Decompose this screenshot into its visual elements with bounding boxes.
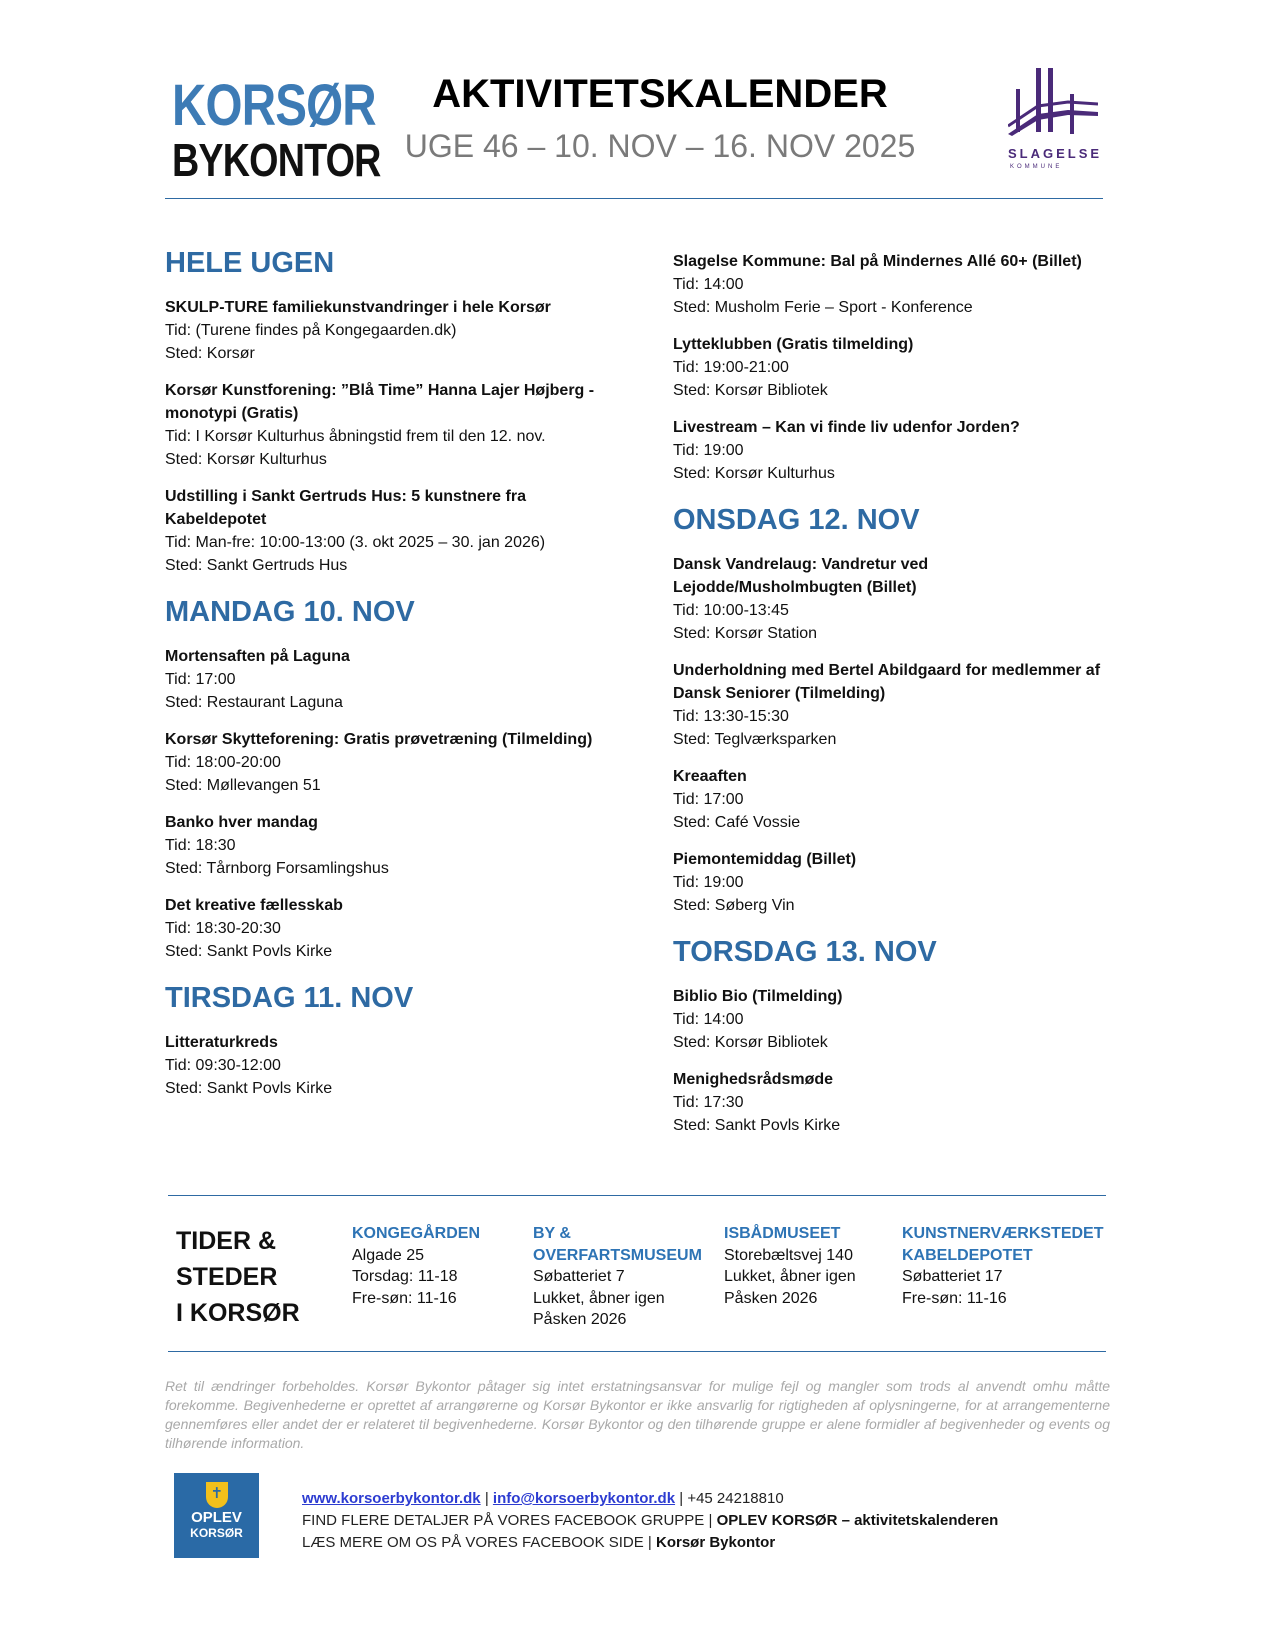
contact-block xyxy=(302,1488,998,1554)
event-item xyxy=(165,645,605,714)
event-time: Tid: 19:00 xyxy=(673,442,744,459)
event-item xyxy=(165,1031,605,1100)
footer-title-line: STEDER xyxy=(176,1263,278,1291)
event-name: Underholdning med Bertel Abildgaard for medlemmer af Dansk Seniorer (Tilmelding) xyxy=(673,662,1101,702)
section-tirsdag xyxy=(165,979,605,1100)
event-time: Tid: 17:00 xyxy=(673,791,744,808)
venue-isbaadmuseet xyxy=(724,1223,856,1309)
event-item xyxy=(165,296,605,365)
event-time: Tid: 14:00 xyxy=(673,1011,744,1028)
event-place: Sted: Sankt Povls Kirke xyxy=(165,943,333,960)
oplev-logo-line-2: KORSØR xyxy=(190,1526,243,1540)
venue-line: Lukket, åbner igen xyxy=(724,1268,856,1285)
event-name: Det kreative fællesskab xyxy=(165,897,343,914)
event-place: Sted: Sankt Povls Kirke xyxy=(673,1117,841,1134)
website-link[interactable]: www.korsoerbykontor.dk xyxy=(302,1490,481,1507)
event-time: Tid: 19:00 xyxy=(673,874,744,891)
venue-line: Algade 25 xyxy=(352,1246,425,1264)
event-name: Banko hver mandag xyxy=(165,814,318,831)
logo-line-1: KORSØR xyxy=(172,73,376,138)
event-name: Menighedsrådsmøde xyxy=(673,1071,834,1088)
event-time: Tid: 19:00-21:00 xyxy=(673,359,789,376)
footer-title-line: I KORSØR xyxy=(176,1299,300,1327)
event-item xyxy=(673,985,1113,1054)
event-time: Tid: (Turene findes på Kongegaarden.dk) xyxy=(165,322,457,339)
venue-line: Søbatteriet 7 xyxy=(533,1268,625,1285)
section-title: TORSDAG 13. NOV xyxy=(673,936,937,968)
separator: | xyxy=(484,1490,493,1507)
section-hele-ugen xyxy=(165,244,605,577)
venue-line: Lukket, åbner igen xyxy=(533,1289,665,1307)
event-item xyxy=(673,848,1113,917)
venue-name: KUNSTNERVÆRKSTEDET xyxy=(902,1225,1104,1242)
separator: | xyxy=(679,1490,688,1507)
event-name: Biblio Bio (Tilmelding) xyxy=(673,988,843,1005)
event-place: Sted: Café Vossie xyxy=(673,814,801,831)
event-name: Piemontemiddag (Billet) xyxy=(673,851,857,868)
event-name: Mortensaften på Laguna xyxy=(165,648,350,665)
contact-line-1 xyxy=(302,1488,998,1510)
event-name: Udstilling i Sankt Gertruds Hus: 5 kunstnere fra Kabeldepotet xyxy=(165,488,526,528)
section-title: HELE UGEN xyxy=(165,247,335,279)
facebook-group-name: OPLEV KORSØR – aktivitetskalenderen xyxy=(716,1512,999,1529)
email-link[interactable]: info@korsoerbykontor.dk xyxy=(492,1490,676,1507)
event-name: SKULP-TURE familiekunstvandringer i hele Korsør xyxy=(165,299,551,316)
contact-line-2 xyxy=(302,1510,998,1532)
event-name: Lytteklubben (Gratis tilmelding) xyxy=(673,336,914,353)
event-place: Sted: Korsør Kulturhus xyxy=(673,465,835,482)
venue-kunstnervaerkstedet xyxy=(902,1223,1104,1309)
page-title: AKTIVITETSKALENDER xyxy=(432,72,888,116)
event-time: Tid: 18:30-20:30 xyxy=(165,920,281,937)
venue-name: OVERFARTSMUSEUM xyxy=(533,1246,702,1264)
event-item xyxy=(165,379,605,471)
separator: | xyxy=(647,1534,656,1551)
event-item xyxy=(673,333,1113,402)
event-time: Tid: 10:00-13:45 xyxy=(673,602,789,619)
facebook-group-text: FIND FLERE DETALJER PÅ VORES FACEBOOK GRUPPE xyxy=(302,1512,705,1529)
section-title: TIRSDAG 11. NOV xyxy=(165,982,414,1014)
shield-icon xyxy=(206,1482,228,1508)
slagelse-logo-text: SLAGELSE xyxy=(1008,146,1103,161)
venue-line: Storebæltsvej 140 xyxy=(724,1246,853,1264)
section-title: ONSDAG 12. NOV xyxy=(673,504,920,536)
event-name: Livestream – Kan vi finde liv udenfor Jorden? xyxy=(673,419,1020,436)
venue-name: KONGEGÅRDEN xyxy=(352,1225,481,1242)
section-title: MANDAG 10. NOV xyxy=(165,596,415,628)
event-name: Dansk Vandrelaug: Vandretur ved Lejodde/Musholmbugten (Billet) xyxy=(673,556,929,596)
section-onsdag xyxy=(673,501,1113,917)
venue-kongegaarden xyxy=(352,1223,480,1309)
logo-line-2: BYKONTOR xyxy=(172,134,381,186)
event-place: Sted: Korsør xyxy=(165,345,255,362)
oplev-logo-line-1: OPLEV xyxy=(191,1509,242,1526)
event-time: Tid: 14:00 xyxy=(673,276,744,293)
event-time: Tid: 18:30 xyxy=(165,837,236,854)
venue-line: Fre-søn: 11-16 xyxy=(352,1289,457,1307)
venue-by-overfartsmuseum xyxy=(533,1223,702,1331)
event-time: Tid: Man-fre: 10:00-13:00 (3. okt 2025 – 30. jan 2026) xyxy=(165,534,546,551)
event-item xyxy=(673,416,1113,485)
contact-line-3 xyxy=(302,1532,998,1554)
footer-top-divider xyxy=(168,1195,1106,1196)
venue-name: KABELDEPOTET xyxy=(902,1246,1033,1264)
venue-line: Søbatteriet 17 xyxy=(902,1268,1003,1285)
event-item xyxy=(165,485,605,577)
event-place: Sted: Restaurant Laguna xyxy=(165,694,343,711)
event-place: Sted: Korsør Kulturhus xyxy=(165,451,327,468)
section-tirsdag-continued xyxy=(673,250,1113,485)
event-name: Slagelse Kommune: Bal på Mindernes Allé 60+ (Billet) xyxy=(673,253,1082,270)
event-place: Sted: Korsør Bibliotek xyxy=(673,1034,828,1051)
venue-name: ISBÅDMUSEET xyxy=(724,1225,841,1242)
event-place: Sted: Sankt Gertruds Hus xyxy=(165,557,348,574)
disclaimer-text: Ret til ændringer forbeholdes. Korsør Bykontor påtager sig intet erstatningsansvar for mulige fejl og mangler som trods al anvendt omhu måtte forekomme. Begivenhederne er oprettet af arrangørerne og Korsør Bykontor er ikke ansvarlig for rigtigheden af oplysningerne, for at arrangementerne gennemføres eller andet der er relateret til begivenhederne. Korsør Bykontor og den tilhørende gruppe er alene formidler af begivenheder og events og tilhørende information. xyxy=(165,1378,1110,1451)
event-item xyxy=(673,765,1113,834)
footer-bottom-divider xyxy=(168,1351,1106,1352)
event-name: Litteraturkreds xyxy=(165,1034,278,1051)
event-item xyxy=(165,811,605,880)
venue-line: Påsken 2026 xyxy=(724,1289,818,1307)
event-place: Sted: Tårnborg Forsamlingshus xyxy=(165,860,389,877)
event-item xyxy=(673,1068,1113,1137)
event-time: Tid: 09:30-12:00 xyxy=(165,1057,281,1074)
event-item xyxy=(165,894,605,963)
event-time: Tid: 17:30 xyxy=(673,1094,744,1111)
footer-title-line: TIDER & xyxy=(176,1227,276,1255)
separator: | xyxy=(708,1512,717,1529)
oplev-korsor-logo xyxy=(174,1473,259,1558)
footer-title xyxy=(176,1223,300,1331)
slagelse-kommune-logo xyxy=(1008,64,1108,174)
event-place: Sted: Musholm Ferie – Sport - Konference xyxy=(673,299,973,316)
facebook-page-text: LÆS MERE OM OS PÅ VORES FACEBOOK SIDE xyxy=(302,1534,644,1551)
left-column xyxy=(165,244,605,1116)
header-divider xyxy=(165,198,1103,199)
event-time: Tid: 17:00 xyxy=(165,671,236,688)
venue-line: Påsken 2026 xyxy=(533,1311,627,1328)
korsor-bykontor-logo xyxy=(172,73,381,186)
event-time: Tid: 13:30-15:30 xyxy=(673,708,789,725)
event-time: Tid: 18:00-20:00 xyxy=(165,754,281,771)
bridge-icon xyxy=(1008,64,1098,139)
venue-line: Torsdag: 11-18 xyxy=(352,1268,458,1285)
event-place: Sted: Korsør Bibliotek xyxy=(673,382,828,399)
event-item xyxy=(165,728,605,797)
event-name: Kreaaften xyxy=(673,768,747,785)
section-mandag xyxy=(165,593,605,963)
facebook-page-name: Korsør Bykontor xyxy=(656,1534,776,1551)
event-time: Tid: I Korsør Kulturhus åbningstid frem til den 12. nov. xyxy=(165,428,546,445)
event-place: Sted: Teglværksparken xyxy=(673,731,837,748)
event-name: Korsør Skytteforening: Gratis prøvetræning (Tilmelding) xyxy=(165,731,593,748)
venue-name: BY & xyxy=(533,1225,571,1242)
kommune-logo-text: KOMMUNE xyxy=(1010,164,1063,170)
page-subtitle: UGE 46 – 10. NOV – 16. NOV 2025 xyxy=(404,128,916,164)
event-name: Korsør Kunstforening: ”Blå Time” Hanna Lajer Højberg - monotypi (Gratis) xyxy=(165,382,595,422)
phone-number: +45 24218810 xyxy=(687,1490,784,1507)
event-item xyxy=(673,250,1113,319)
venue-line: Fre-søn: 11-16 xyxy=(902,1289,1007,1307)
event-place: Sted: Sankt Povls Kirke xyxy=(165,1080,333,1097)
event-place: Sted: Søberg Vin xyxy=(673,897,795,914)
event-item xyxy=(673,553,1113,645)
right-column xyxy=(673,250,1113,1153)
event-place: Sted: Korsør Station xyxy=(673,625,818,642)
event-item xyxy=(673,659,1113,751)
section-torsdag xyxy=(673,933,1113,1137)
event-place: Sted: Møllevangen 51 xyxy=(165,777,321,794)
